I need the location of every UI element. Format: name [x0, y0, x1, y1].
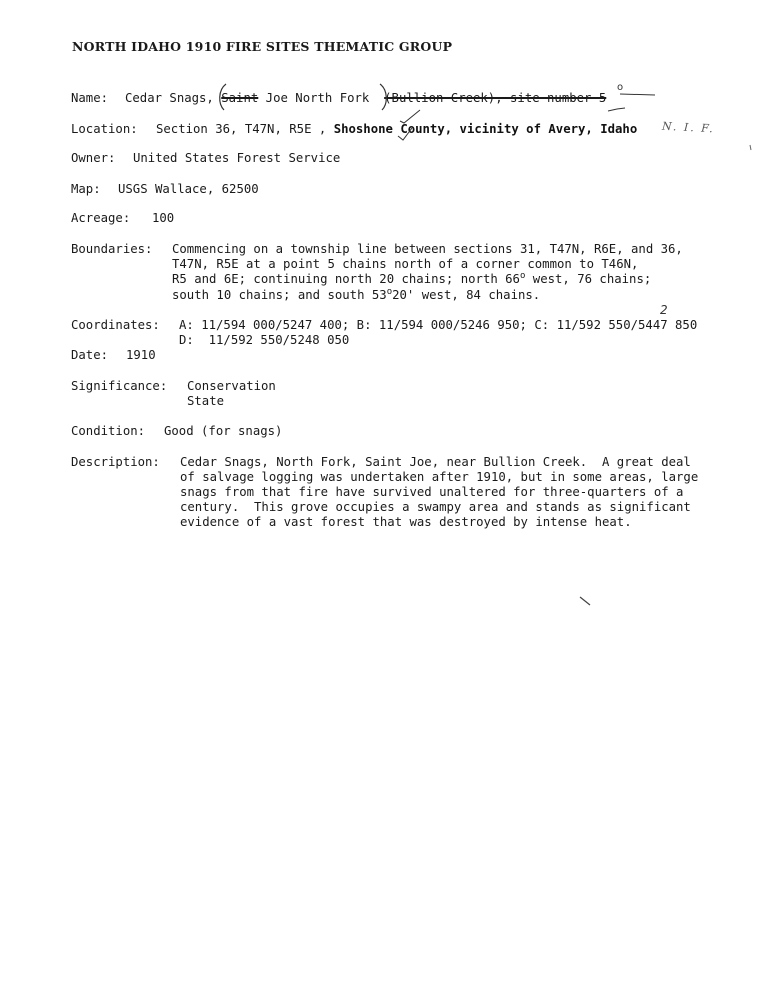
pen-stray-mark	[580, 597, 590, 605]
location-label: Location:	[71, 122, 138, 136]
owner-label: Owner:	[71, 151, 116, 165]
acreage-label: Acreage:	[71, 211, 131, 225]
date-label: Date:	[71, 348, 109, 362]
description-line: century. This grove occupies a swampy area and stands as significant	[180, 500, 691, 514]
map-value: USGS Wallace, 62500	[118, 182, 259, 196]
degree-sign: o	[386, 287, 393, 297]
location-value	[156, 122, 637, 137]
significance-line: State	[187, 394, 225, 408]
boundaries-line4-a: south 10 chains; and south 53	[172, 288, 387, 302]
date-value: 1910	[126, 348, 156, 362]
description-line: of salvage logging was undertaken after 1910, but in some areas, large	[180, 470, 699, 484]
boundaries-line: Commencing on a township line between sections 31, T47N, R6E, and 36,	[172, 242, 683, 256]
description-line: snags from that fire have survived unaltered for three-quarters of a	[180, 485, 684, 499]
boundaries-line3-b: west, 76 chains;	[525, 272, 652, 286]
degree-sign: o	[519, 271, 526, 281]
pen-tick	[608, 108, 625, 111]
name-label: Name:	[71, 91, 109, 105]
coordinate-correction: 2	[660, 303, 668, 317]
condition-value: Good (for snags)	[164, 424, 283, 438]
pen-margin-mark	[750, 145, 751, 150]
acreage-value: 100	[152, 211, 175, 225]
name-value-rest: Joe North Fork	[258, 91, 370, 105]
name-struck-saint: Saint	[221, 91, 259, 105]
boundaries-line	[172, 272, 651, 287]
map-label: Map:	[71, 182, 101, 196]
significance-line: Conservation	[187, 379, 276, 393]
location-value-bold: Shoshone County, vicinity of Avery, Idaho	[333, 122, 638, 136]
coordinates-line: D: 11/592 550/5248 050	[179, 333, 350, 347]
page-title: NORTH IDAHO 1910 FIRE SITES THEMATIC GROUP	[72, 39, 453, 54]
boundaries-line4-b: 20' west, 84 chains.	[392, 288, 541, 302]
boundaries-line: T47N, R5E at a point 5 chains north of a corner common to T46N,	[172, 257, 639, 271]
description-label: Description:	[71, 455, 160, 469]
coordinates-line: A: 11/594 000/5247 400; B: 11/594 000/5246 950; C: 11/592 550/5447 850	[179, 318, 698, 332]
coordinates-label: Coordinates:	[71, 318, 160, 332]
name-value-main: Cedar Snags,	[125, 91, 222, 105]
significance-label: Significance:	[71, 379, 168, 393]
handwritten-margin-note: N. I. F.	[661, 119, 715, 136]
owner-value: United States Forest Service	[133, 151, 341, 165]
handwritten-superscript: o	[617, 82, 624, 93]
condition-label: Condition:	[71, 424, 146, 438]
location-value-plain: Section 36, T47N, R5E ,	[156, 122, 334, 136]
boundaries-line3-a: R5 and 6E; continuing north 20 chains; north 66	[172, 272, 520, 286]
pen-strike-tail	[620, 94, 655, 95]
name-struck-text: (Bullion Creek), site number 5	[384, 91, 607, 105]
description-line: Cedar Snags, North Fork, Saint Joe, near Bullion Creek. A great deal	[180, 455, 691, 469]
description-line: evidence of a vast forest that was destroyed by intense heat.	[180, 515, 632, 529]
name-value	[125, 91, 606, 106]
boundaries-label: Boundaries:	[71, 242, 153, 256]
boundaries-line	[172, 288, 540, 303]
